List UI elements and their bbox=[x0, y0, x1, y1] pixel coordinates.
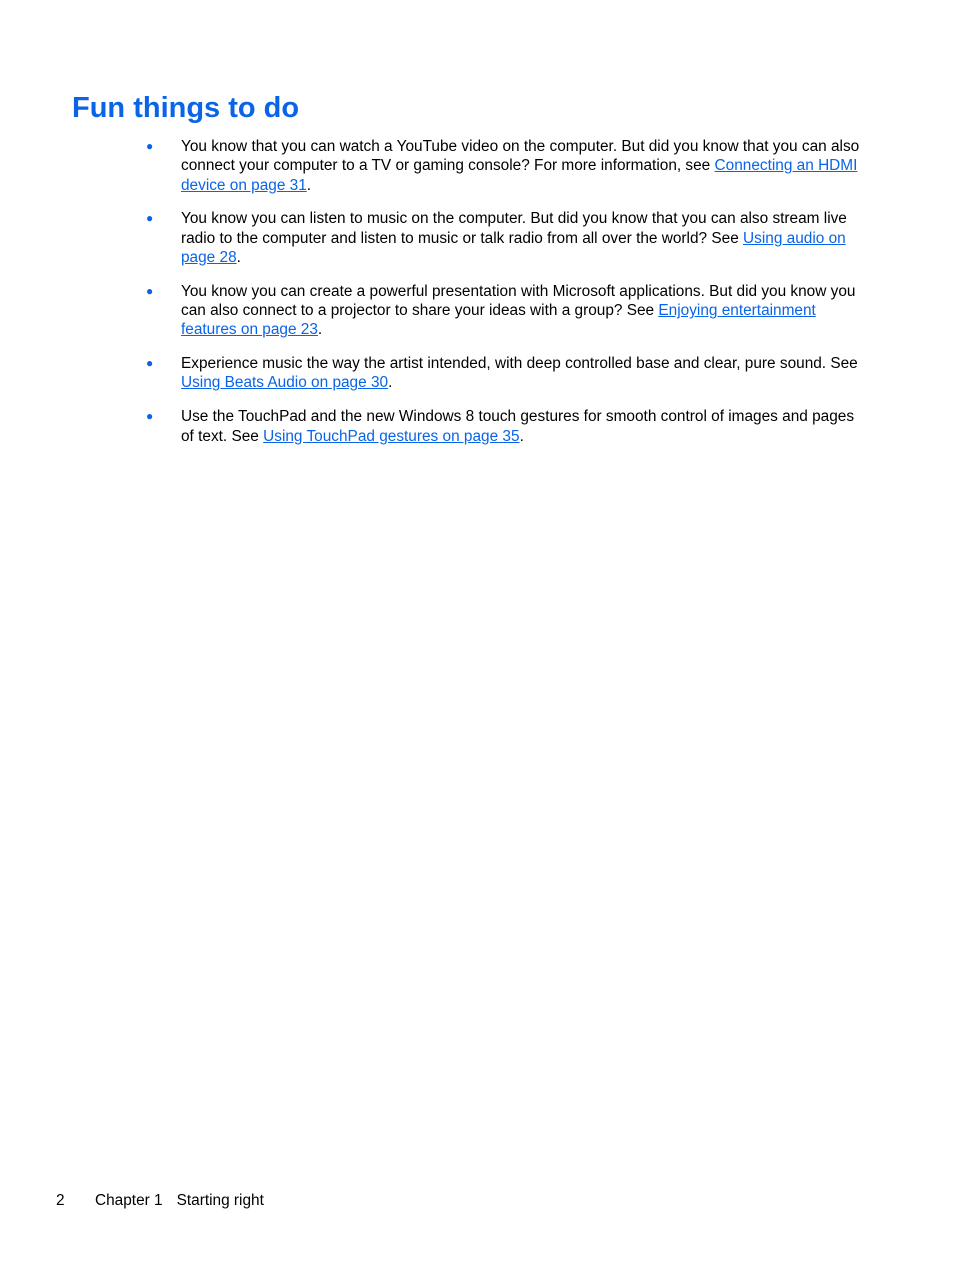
bullet-icon: ● bbox=[146, 356, 154, 371]
bullet-icon: ● bbox=[146, 211, 154, 226]
xref-link-audio[interactable]: Using audio on page 28 bbox=[181, 229, 846, 266]
xref-link-touchpad[interactable]: Using TouchPad gestures on page 35 bbox=[263, 427, 520, 445]
item-punct: . bbox=[388, 374, 393, 392]
item-text: Use the TouchPad and the new Windows 8 touch gestures for smooth control of images and pages of text. See bbox=[181, 408, 855, 445]
list-item bbox=[0, 354, 864, 393]
item-punct: . bbox=[306, 176, 312, 194]
item-text: Experience music the way the artist intended, with deep controlled base and clear, pure sound. See bbox=[181, 355, 858, 373]
xref-link-hdmi[interactable]: Connecting an HDMI device on page 31 bbox=[181, 157, 858, 194]
bullet-icon: ● bbox=[146, 409, 154, 424]
item-punct: . bbox=[236, 248, 241, 266]
xref-link-beats-audio[interactable]: Using Beats Audio on page 30 bbox=[181, 374, 389, 392]
item-text: You know you can create a powerful presentation with Microsoft applications. But did you know you can also connect to a projector to share your ideas with a group? See bbox=[181, 282, 856, 320]
xref-link-entertainment[interactable]: Enjoying entertainment features on page 23 bbox=[181, 302, 816, 339]
item-punct: . bbox=[519, 427, 524, 445]
bullet-icon: ● bbox=[146, 139, 154, 153]
list-item bbox=[0, 137, 864, 195]
item-text: You know you can listen to music on the computer. But did you know that you can also stream live radio to the computer and listen to music or talk radio from all over the world? See bbox=[181, 210, 847, 247]
footer-chapter-title: Starting right bbox=[176, 1192, 264, 1209]
list-item bbox=[0, 282, 864, 340]
list-item bbox=[0, 407, 864, 446]
item-punct: . bbox=[317, 321, 323, 339]
page-footer bbox=[56, 1191, 264, 1211]
bullet-icon: ● bbox=[146, 283, 154, 298]
footer-chapter-label: Chapter 1 bbox=[95, 1192, 163, 1209]
list-item bbox=[0, 209, 864, 267]
bullet-list bbox=[0, 137, 954, 460]
footer-page-number: 2 bbox=[56, 1192, 65, 1209]
page-title: Fun things to do bbox=[72, 92, 300, 124]
item-text: You know that you can watch a YouTube video on the computer. But did you know that you can also connect your computer to a TV or gaming console? For more information, see bbox=[181, 138, 860, 175]
